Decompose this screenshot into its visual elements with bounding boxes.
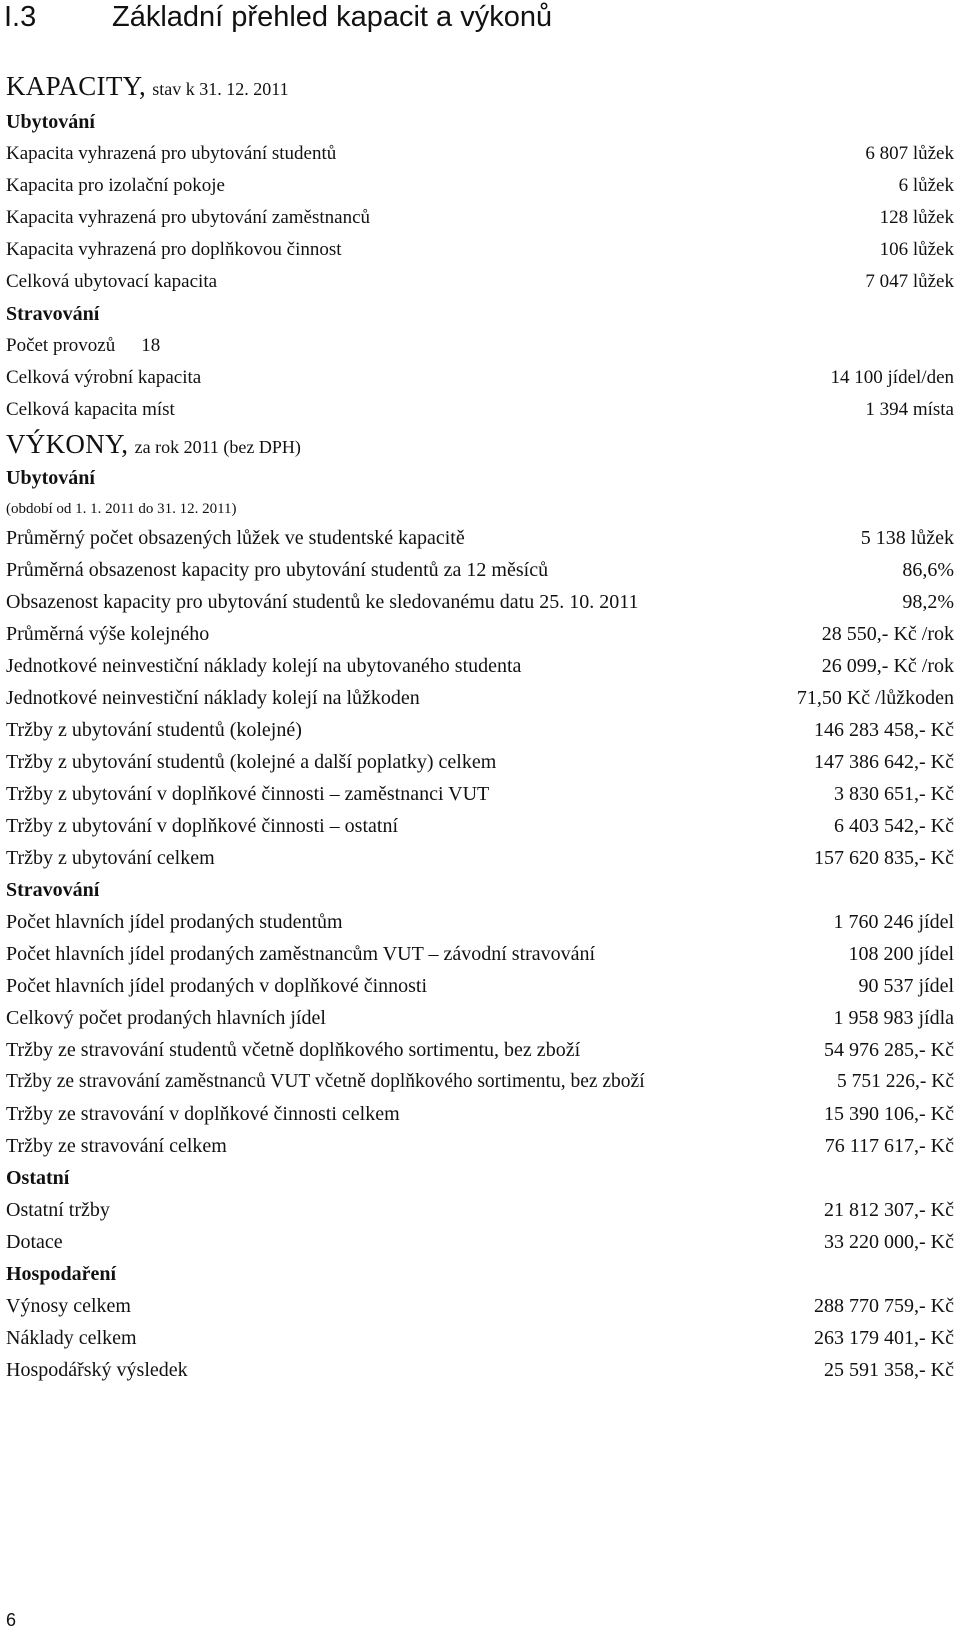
row-value: 3 830 651,- Kč bbox=[834, 783, 954, 805]
chapter-heading bbox=[4, 0, 552, 40]
kapacity-ubytovani-row bbox=[6, 202, 954, 234]
kapacity-stravovani-row bbox=[6, 362, 954, 394]
row-label: Celkový počet prodaných hlavních jídel bbox=[6, 1007, 326, 1029]
row-value: 106 lůžek bbox=[879, 239, 954, 260]
vykony-stravovani-row bbox=[6, 1034, 954, 1066]
row-label: Tržby z ubytování v doplňkové činnosti – ostatní bbox=[6, 815, 399, 837]
row-label: Hospodářský výsledek bbox=[6, 1359, 188, 1381]
row-value: 157 620 835,- Kč bbox=[814, 847, 954, 869]
hospodareni-row bbox=[6, 1322, 954, 1354]
vykony-ubytovani-period: (období od 1. 1. 2011 do 31. 12. 2011) bbox=[6, 501, 237, 517]
vykony-ubytovani-heading: Ubytování bbox=[6, 467, 95, 489]
row-label: Průměrná výše kolejného bbox=[6, 623, 210, 645]
row-value: 98,2% bbox=[902, 591, 954, 613]
vykony-stravovani-row bbox=[6, 906, 954, 938]
row-label: Celková kapacita míst bbox=[6, 399, 175, 420]
row-value: 15 390 106,- Kč bbox=[824, 1103, 954, 1125]
vykony-stravovani-row bbox=[6, 1130, 954, 1162]
row-label: Kapacita vyhrazená pro ubytování zaměstnanců bbox=[6, 207, 371, 228]
row-value: 54 976 285,- Kč bbox=[824, 1039, 954, 1061]
row-value: 5 751 226,- Kč bbox=[837, 1071, 954, 1092]
row-value: 21 812 307,- Kč bbox=[824, 1199, 954, 1221]
row-value: 14 100 jídel/den bbox=[830, 367, 954, 388]
vykony-ubytovani-row bbox=[6, 682, 954, 714]
vykony-ubytovani-row bbox=[6, 650, 954, 682]
vykony-stravovani-row bbox=[6, 1002, 954, 1034]
kapacity-ubytovani-row bbox=[6, 138, 954, 170]
row-label: Průměrná obsazenost kapacity pro ubytování studentů za 12 měsíců bbox=[6, 559, 549, 581]
row-value: 90 537 jídel bbox=[858, 975, 954, 997]
ostatni-row bbox=[6, 1194, 954, 1226]
row-label: Tržby z ubytování v doplňkové činnosti – zaměstnanci VUT bbox=[6, 783, 490, 805]
kapacity-subtitle: stav k 31. 12. 2011 bbox=[152, 79, 289, 99]
row-label: Počet hlavních jídel prodaných studentům bbox=[6, 911, 343, 933]
vykony-ubytovani-row bbox=[6, 554, 954, 586]
vykony-stravovani-row bbox=[6, 970, 954, 1002]
vykony-ubytovani-row bbox=[6, 714, 954, 746]
row-value: 7 047 lůžek bbox=[865, 271, 954, 292]
row-label: Počet hlavních jídel prodaných zaměstnancům VUT – závodní stravování bbox=[6, 943, 596, 965]
chapter-title: Základní přehled kapacit a výkonů bbox=[112, 1, 553, 33]
row-label: Tržby ze stravování studentů včetně doplňkového sortimentu, bez zboží bbox=[6, 1039, 581, 1061]
row-label: Tržby ze stravování v doplňkové činnosti celkem bbox=[6, 1103, 400, 1125]
row-label: Kapacita vyhrazená pro doplňkovou činnost bbox=[6, 239, 342, 260]
row-label: Dotace bbox=[6, 1231, 63, 1253]
row-value: 288 770 759,- Kč bbox=[814, 1295, 954, 1317]
kapacity-ubytovani-row bbox=[6, 234, 954, 266]
kapacity-ubytovani-heading: Ubytování bbox=[6, 111, 95, 133]
row-label: Jednotkové neinvestiční náklady kolejí na ubytovaného studenta bbox=[6, 655, 522, 677]
row-label: Tržby z ubytování studentů (kolejné a další poplatky) celkem bbox=[6, 751, 497, 773]
row-value: 86,6% bbox=[902, 559, 954, 581]
row-value: 33 220 000,- Kč bbox=[824, 1231, 954, 1253]
vykony-ubytovani-row bbox=[6, 778, 954, 810]
row-value: 26 099,- Kč /rok bbox=[821, 655, 954, 677]
row-value: 76 117 617,- Kč bbox=[824, 1135, 954, 1157]
kapacity-stravovani-row bbox=[6, 394, 954, 426]
pocet-provozu-label: Počet provozů bbox=[6, 335, 116, 356]
kapacity-ubytovani-row bbox=[6, 170, 954, 202]
row-label: Tržby ze stravování celkem bbox=[6, 1135, 227, 1157]
pocet-provozu-value: 18 bbox=[141, 335, 161, 356]
row-label: Náklady celkem bbox=[6, 1327, 137, 1349]
row-value: 263 179 401,- Kč bbox=[814, 1327, 954, 1349]
row-label: Ostatní tržby bbox=[6, 1199, 110, 1221]
row-value: 71,50 Kč /lůžkoden bbox=[796, 687, 954, 709]
page-number: 6 bbox=[6, 1610, 17, 1630]
row-label: Kapacita vyhrazená pro ubytování studentů bbox=[6, 143, 337, 164]
hospodareni-row bbox=[6, 1290, 954, 1322]
chapter-number: I.3 bbox=[4, 1, 37, 33]
ostatni-row bbox=[6, 1226, 954, 1258]
kapacity-title: KAPACITY, bbox=[6, 71, 146, 101]
row-value: 5 138 lůžek bbox=[860, 527, 954, 549]
vykony-stravovani-row bbox=[6, 938, 954, 970]
row-label: Obsazenost kapacity pro ubytování studentů ke sledovanému datu 25. 10. 2011 bbox=[6, 591, 639, 613]
ostatni-heading: Ostatní bbox=[6, 1167, 70, 1189]
row-label: Průměrný počet obsazených lůžek ve studentské kapacitě bbox=[6, 527, 465, 549]
row-value: 6 lůžek bbox=[898, 175, 954, 196]
row-value: 1 760 246 jídel bbox=[833, 911, 954, 933]
hospodareni-row bbox=[6, 1354, 954, 1386]
row-label: Tržby ze stravování zaměstnanců VUT včetně doplňkového sortimentu, bez zboží bbox=[6, 1071, 645, 1092]
vykony-ubytovani-row bbox=[6, 842, 954, 874]
vykony-section-title bbox=[6, 428, 301, 460]
hospodareni-heading: Hospodaření bbox=[6, 1263, 117, 1285]
row-label: Tržby z ubytování celkem bbox=[6, 847, 215, 869]
vykony-ubytovani-row bbox=[6, 618, 954, 650]
row-value: 1 394 místa bbox=[865, 399, 954, 420]
row-value: 108 200 jídel bbox=[848, 943, 954, 965]
row-value: 1 958 983 jídla bbox=[833, 1007, 954, 1029]
vykony-ubytovani-row bbox=[6, 522, 954, 554]
kapacity-stravovani-heading: Stravování bbox=[6, 303, 100, 325]
vykony-ubytovani-row bbox=[6, 810, 954, 842]
kapacity-section-title bbox=[6, 70, 289, 102]
vykony-ubytovani-row bbox=[6, 746, 954, 778]
row-value: 28 550,- Kč /rok bbox=[821, 623, 954, 645]
vykony-subtitle: za rok 2011 (bez DPH) bbox=[134, 437, 301, 457]
row-value: 6 807 lůžek bbox=[865, 143, 954, 164]
vykony-stravovani-heading: Stravování bbox=[6, 879, 100, 901]
pocet-provozu-row bbox=[6, 330, 954, 362]
row-label: Kapacita pro izolační pokoje bbox=[6, 175, 225, 196]
row-value: 25 591 358,- Kč bbox=[824, 1359, 954, 1381]
row-label: Počet hlavních jídel prodaných v doplňkové činnosti bbox=[6, 975, 428, 997]
row-value: 6 403 542,- Kč bbox=[834, 815, 954, 837]
row-label: Tržby z ubytování studentů (kolejné) bbox=[6, 719, 302, 741]
vykony-stravovani-row bbox=[6, 1066, 954, 1098]
row-label: Celková ubytovací kapacita bbox=[6, 271, 218, 292]
row-value: 147 386 642,- Kč bbox=[814, 751, 954, 773]
vykony-title: VÝKONY, bbox=[6, 429, 129, 459]
row-label: Výnosy celkem bbox=[6, 1295, 131, 1317]
row-value: 146 283 458,- Kč bbox=[814, 719, 954, 741]
row-value: 128 lůžek bbox=[879, 207, 954, 228]
vykony-stravovani-row bbox=[6, 1098, 954, 1130]
row-label: Celková výrobní kapacita bbox=[6, 367, 202, 388]
kapacity-ubytovani-row bbox=[6, 266, 954, 298]
row-label: Jednotkové neinvestiční náklady kolejí na lůžkoden bbox=[6, 687, 420, 709]
vykony-ubytovani-row bbox=[6, 586, 954, 618]
